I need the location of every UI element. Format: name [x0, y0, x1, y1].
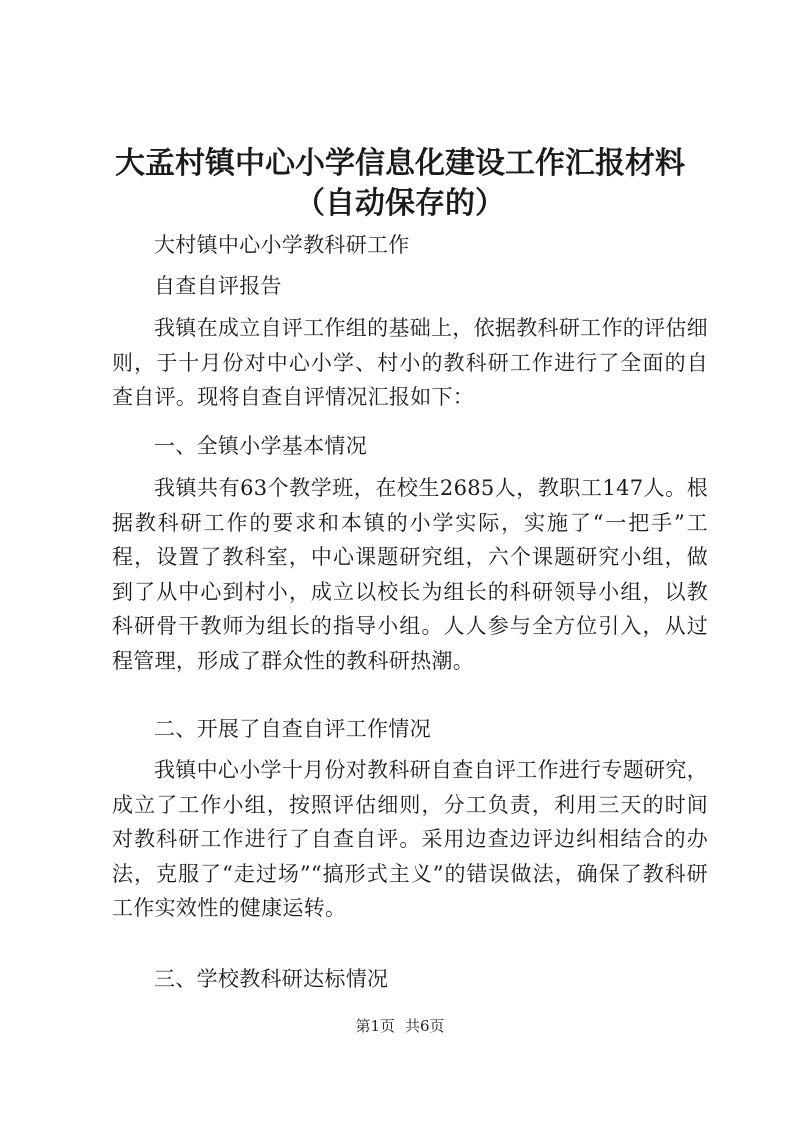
section2-heading: 二、开展了自查自评工作情况	[154, 717, 431, 741]
intro-paragraph: 我镇在成立自评工作组的基础上，依据教科研工作的评估细则，于十月份对中心小学、村小的教科研工作进行了全面的自查自评。现将自查自评情况汇报如下：	[112, 316, 708, 409]
page-footer	[0, 1016, 800, 1036]
document-title-line2: （自动保存的）	[295, 186, 505, 221]
page-number: 第1页	[355, 1017, 395, 1035]
section2-paragraph: 我镇中心小学十月份对教科研自查自评工作进行专题研究，成立了工作小组，按照评估细则，分工负责，利用三天的时间对教科研工作进行了自查自评。采用边查边评边纠相结合的办法，克服了“走过场”“搞形式主义”的错误做法，确保了教科研工作实效性的健康运转。	[112, 758, 708, 920]
subtitle-school: 大村镇中心小学教科研工作	[154, 233, 410, 257]
subtitle-report: 自查自评报告	[154, 274, 282, 298]
section1-heading: 一、全镇小学基本情况	[154, 434, 367, 458]
page-total: 共6页	[405, 1017, 445, 1035]
section3-heading: 三、学校教科研达标情况	[154, 967, 389, 991]
section1-paragraph: 我镇共有63个教学班，在校生2685人，教职工147人。根据教科研工作的要求和本镇的小学实际，实施了“一把手”工程，设置了教科室，中心课题研究组，六个课题研究小组，做到了从中心到村小，成立以校长为组长的科研领导小组，以教科研骨干教师为组长的指导小组。人人参与全方位引入，从过程管理，形成了群众性的教科研热潮。	[112, 476, 708, 673]
document-title-line1: 大孟村镇中心小学信息化建设工作汇报材料	[115, 146, 685, 181]
